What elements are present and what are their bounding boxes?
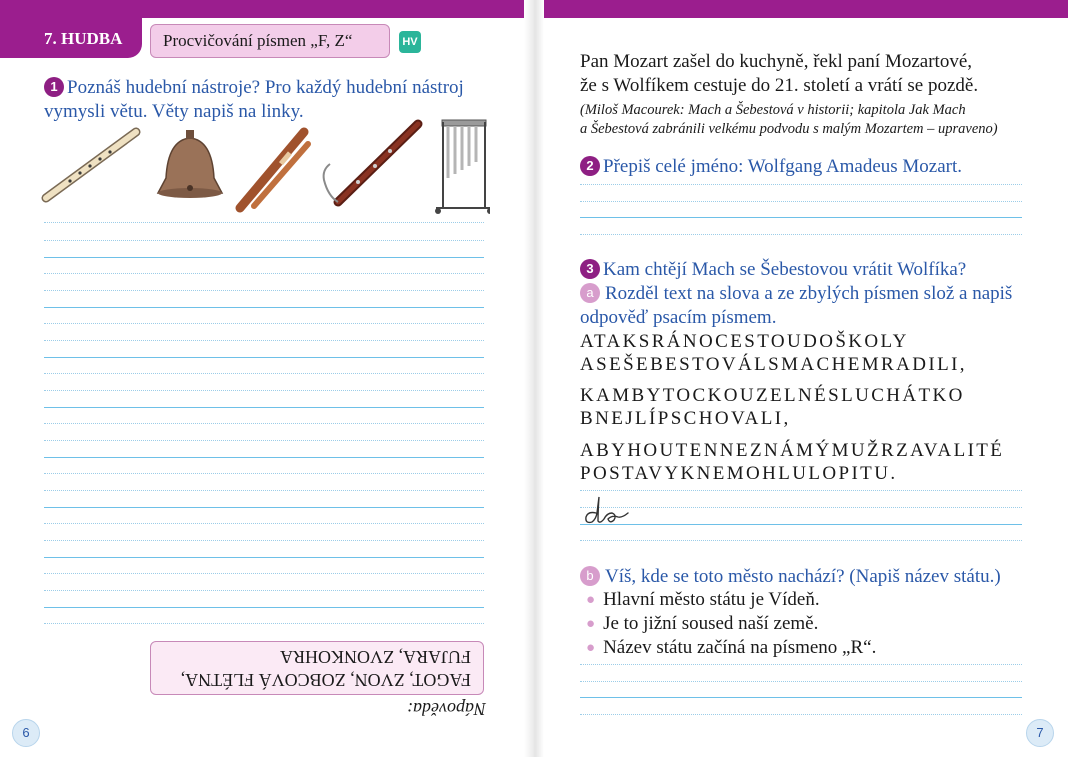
bassoon-icon	[324, 124, 418, 202]
task3-number: 3	[580, 259, 600, 279]
writing-line[interactable]	[44, 457, 484, 458]
writing-line[interactable]	[44, 607, 484, 608]
task2-instruction: 2 Přepiš celé jméno: Wolfgang Amadeus Mozart.	[580, 155, 1050, 179]
bell-icon	[158, 130, 222, 198]
flute-icon	[46, 132, 136, 198]
instrument-illustrations	[40, 118, 490, 218]
hint-label: Nápověda:	[407, 699, 486, 719]
page-number-right: 7	[1026, 719, 1054, 747]
task1-number: 1	[44, 77, 64, 97]
task1-instruction: 1 Poznáš hudební nástroje? Pro každý hudební nástroj vymysli větu. Věty napiš na linky.	[44, 77, 464, 122]
task3-instruction: 3 Kam chtějí Mach se Šebestovou vrátit Wolfíka? a Rozděl text na slova a ze zbylých písmen slož a napiš odpověď psacím písmem.	[580, 259, 1013, 328]
hint-box: FAGOT, ZVON, ZOBCOVÁ FLÉTNA, FUJARA, ZVONKOHRA	[150, 641, 484, 695]
answer-line[interactable]	[580, 524, 1022, 525]
letter-line: ASEŠEBESTOVÁLSMACHEMRADILI,	[580, 354, 967, 375]
right-page	[534, 0, 1068, 757]
letter-line: POSTAVYKNEMOHLULOPITU.	[580, 463, 898, 484]
writing-line[interactable]	[44, 307, 484, 308]
list-item: ● Název státu začíná na písmeno „R“.	[586, 636, 876, 660]
task3a-label: a	[580, 283, 600, 303]
clue-list	[586, 588, 876, 660]
writing-line[interactable]	[44, 407, 484, 408]
topic-box: Procvičování písmen „F, Z“	[150, 24, 390, 58]
source-citation: (Miloš Macourek: Mach a Šebestová v historii; kapitola Jak Mach a Šebestová zabránili velkému podvodu s malým Mozartem – upraveno)	[580, 102, 998, 137]
chimes-icon	[435, 120, 490, 214]
task2-number: 2	[580, 156, 600, 176]
handwritten-start	[582, 495, 632, 529]
recorder-icon	[240, 132, 308, 208]
list-item: ● Je to jižní soused naší země.	[586, 612, 876, 636]
page-number-left: 6	[12, 719, 40, 747]
letter-line: ATAKSRÁNOCESTOUDOŠKOLY	[580, 331, 909, 352]
chapter-tab: 7. HUDBA	[0, 18, 142, 58]
answer-line[interactable]	[580, 697, 1022, 698]
writing-line[interactable]	[580, 217, 1022, 218]
writing-line[interactable]	[44, 507, 484, 508]
writing-line[interactable]	[44, 257, 484, 258]
letter-line: BNEJLÍPSCHOVALI,	[580, 408, 791, 429]
task3b-instruction: b Víš, kde se toto město nachází? (Napiš název státu.)	[580, 565, 1060, 589]
writing-line[interactable]	[44, 557, 484, 558]
task3b-label: b	[580, 566, 600, 586]
subject-badge: HV	[399, 31, 421, 53]
list-item: ● Hlavní město státu je Vídeň.	[586, 588, 876, 612]
letter-line: ABYHOUTENNEZNÁMÝMUŽRZAVALITÉ	[580, 440, 1005, 461]
story-text: Pan Mozart zašel do kuchyně, řekl paní Mozartové, že s Wolfíkem cestuje do 21. století a vrátí se pozdě.	[580, 51, 979, 96]
letter-line: KAMBYTOCKOUZELNÉSLUCHÁTKO	[580, 385, 965, 406]
writing-line[interactable]	[44, 357, 484, 358]
